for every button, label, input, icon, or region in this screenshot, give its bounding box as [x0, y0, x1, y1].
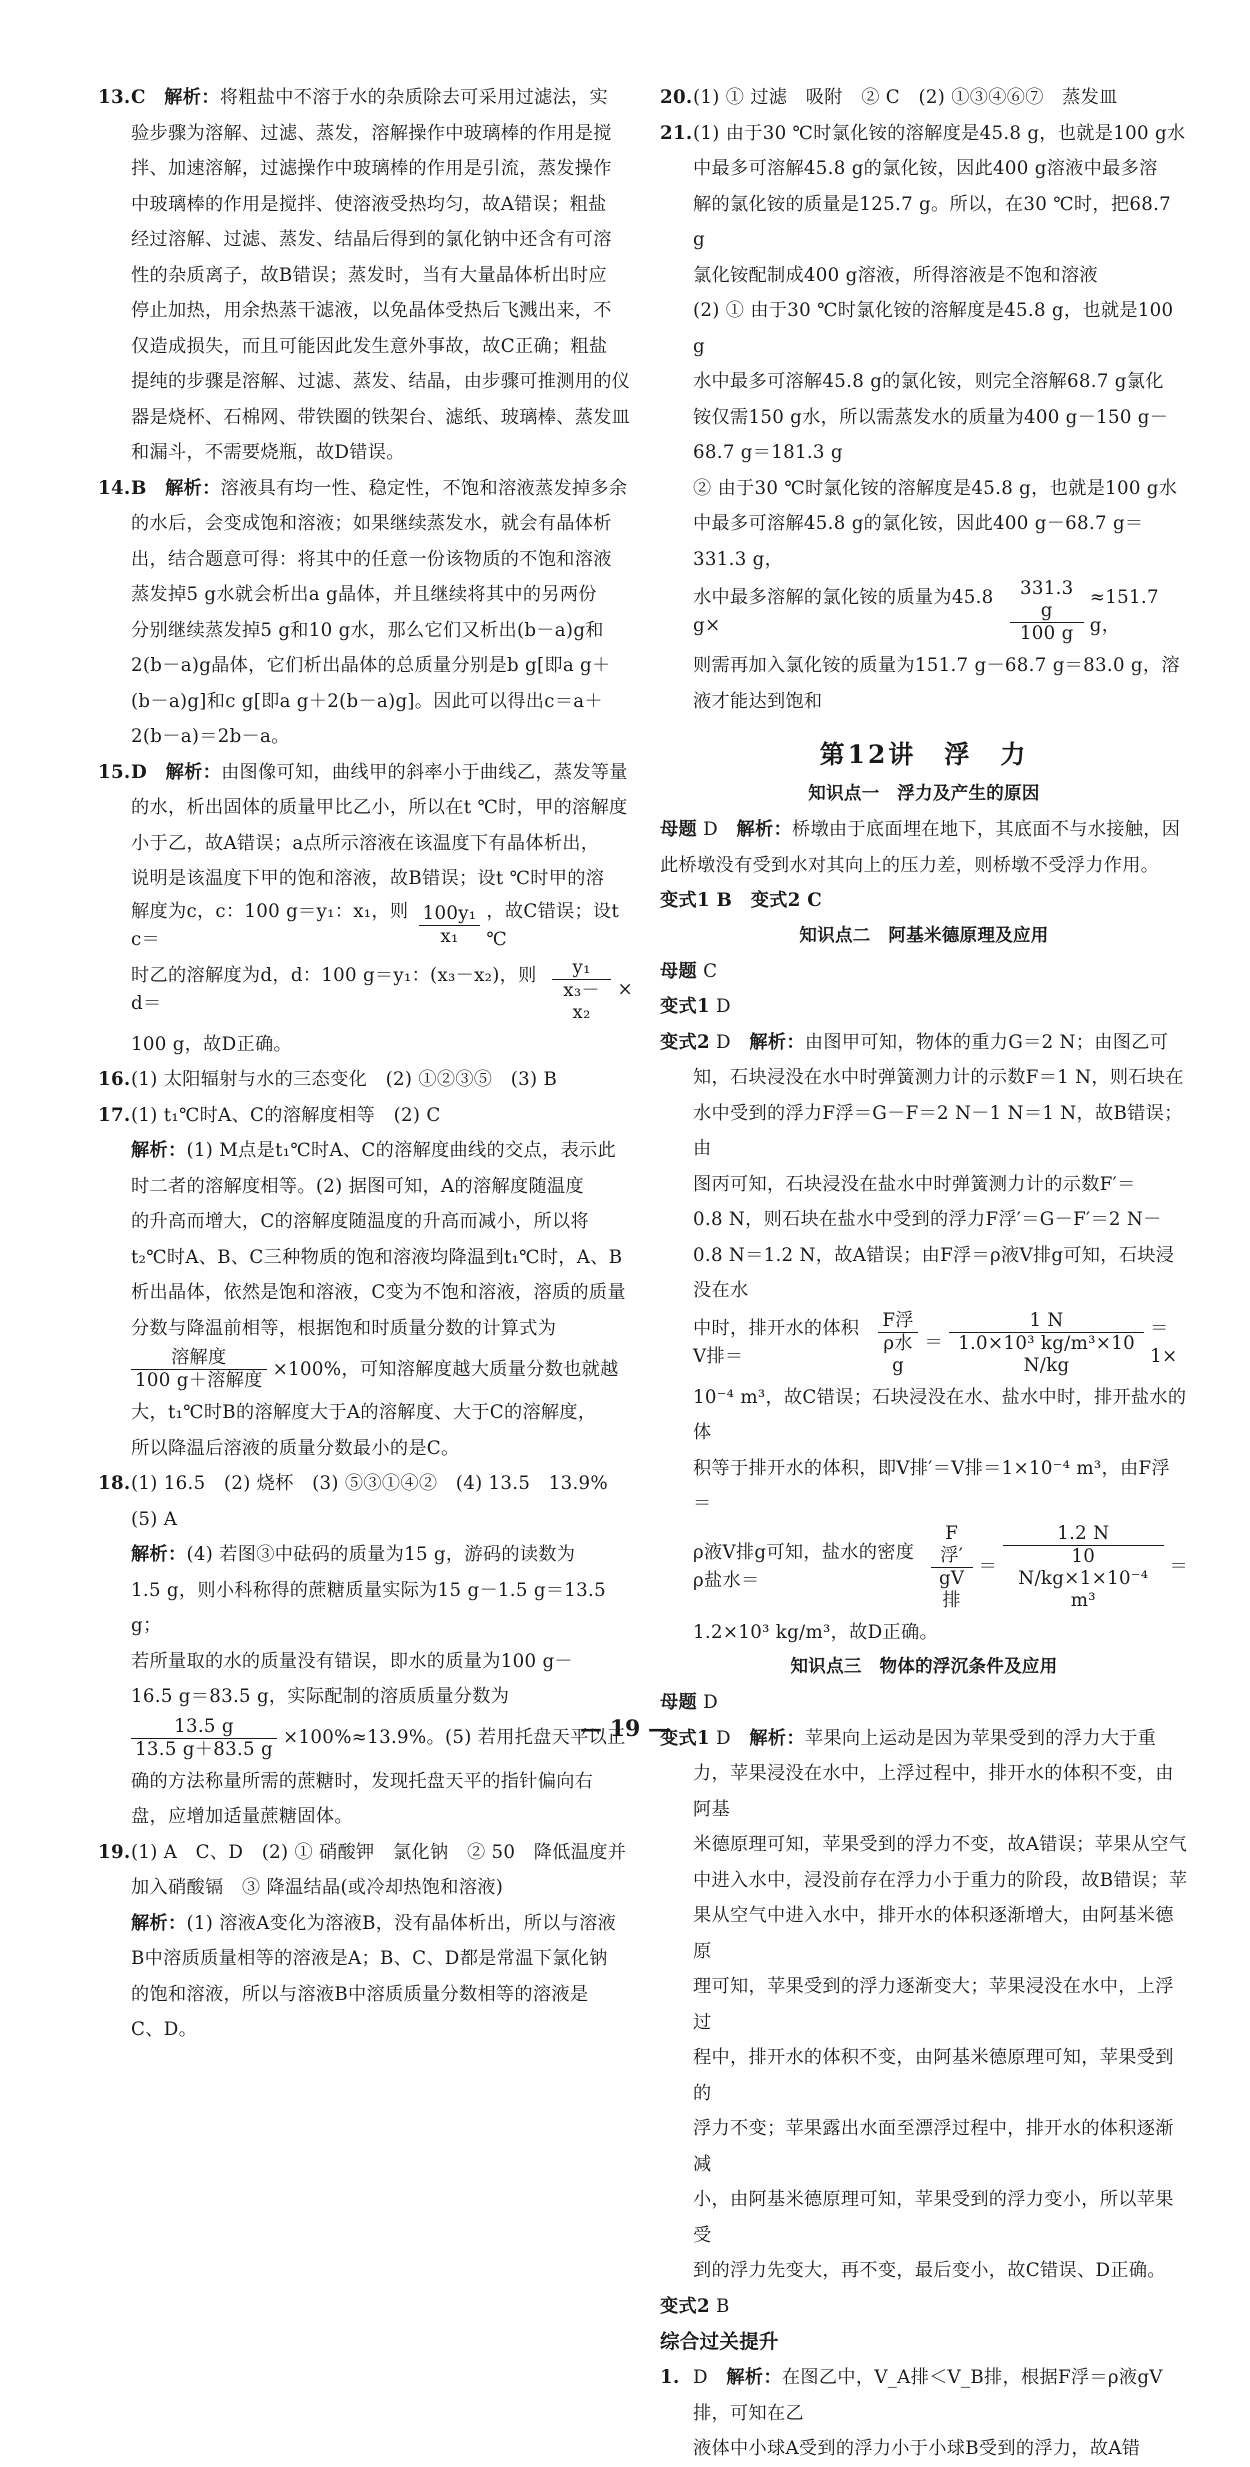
question-15: 15. D 解析：由图像可知，曲线甲的斜率小于曲线乙，蒸发等量 的水，析出固体的质量甲比乙小，所以在t ℃时，甲的溶解度 小于乙，故A错误；a点所示溶液在该温度下有晶体析出， 说明是该温度下甲的饱和溶液，故B错误；设t ℃时甲的溶 解度为c，c：100 g＝y₁：x₁，则c＝ $\frac{\text{100y₁}}{\text{x₁}}$ ，故C错误；设t ℃ 时乙的溶解度为d，d：100 g＝y₁：(x₃－x₂)，则d＝ $\frac{\text{y₁}}{\text{x₃－x₂}}$ × 100 g，故D正确。 [98, 755, 633, 1063]
variant-2: 变式2 D 解析：由图甲可知，物体的重力G＝2 N；由图乙可 [660, 1031, 1169, 1053]
analysis-line: 此桥墩没有受到水对其向上的压力差，则桥墩不受浮力作用。 [660, 854, 1160, 876]
formula-line: $\frac{13.5 g}{13.5 g+83.5 g}$ ×100%≈13.9%。(5) 若用托盘天平以正 [131, 1716, 633, 1761]
question-number: 20. [660, 87, 693, 108]
answer-text: (1) 16.5 (2) 烧杯 (3) ⑤③①④② (4) 13.5 13.9% [131, 1473, 609, 1494]
page-number: — 19 — [580, 1716, 670, 1742]
question-number: 16. [98, 1069, 131, 1090]
analysis-line: 器是烧杯、石棉网、带铁圈的铁架台、滤纸、玻璃棒、蒸发皿 [131, 406, 631, 428]
analysis-line: 停止加热，用余热蒸干滤液，以免晶体受热后飞溅出来，不 [131, 300, 612, 321]
analysis-line: 中玻璃棒的作用是搅拌、使溶液受热均匀，故A错误；粗盐 [131, 193, 607, 215]
answer: B [131, 477, 147, 499]
analysis-line: 氯化铵配制成400 g溶液，所得溶液是不饱和溶液 [693, 264, 1098, 286]
analysis-line: 溶液具有均一性、稳定性，不饱和溶液蒸发掉多余 [220, 477, 628, 499]
question-13: 13. C 解析：将粗盐中不溶于水的杂质除去可采用过滤法，实 验步骤为溶解、过滤、蒸发，溶解操作中玻璃棒的作用是搅 拌、加速溶解，过滤操作中玻璃棒的作用是引流，蒸发操作 中玻璃棒的作用是搅拌、使溶液受热均匀，故A错误；粗盐 经过溶解、过滤、蒸发、结晶后得到的氯化钠中还含有可溶 性的杂质离子，故B错误；蒸发时，当有大量晶体析出时应 停止加热，用余热蒸干滤液，以免晶体受热后飞溅出来，不 仅造成损失，而且可能因此发生意外事故，故C正确；粗盐 提纯的步骤是溶解、过滤、蒸发、结晶，由步骤可推测用的仪 器是烧杯、石棉网、带铁圈的铁架台、滤纸、玻璃棒、蒸发皿 和漏斗，不需要烧瓶，故D错误。 [98, 80, 633, 471]
mother-question: 母题 D [660, 1692, 718, 1713]
formula-line: 解度为c，c：100 g＝y₁：x₁，则c＝ $\frac{\text{100y₁}}{\text{x₁}}$ ，故C错误；设t ℃ [131, 900, 620, 950]
analysis-line: 中进入水中，浸没前存在浮力小于重力的阶段，故B错误；苹 [693, 1869, 1188, 1891]
answer: D [131, 761, 148, 783]
left-column [98, 80, 633, 2048]
analysis-line: 力，苹果浸没在水中，上浮过程中，排开水的体积不变，由阿基 [693, 1763, 1174, 1820]
analysis-line: 的升高而增大，C的溶解度随温度的升高而减小，所以将 [131, 1211, 589, 1232]
analysis-line: 则需再加入氯化铵的质量为151.7 g－68.7 g＝83.0 g，溶 [693, 655, 1180, 676]
question-number: 21. [660, 122, 693, 144]
analysis-line: 若所量取的水的质量没有错误，即水的质量为100 g－ [131, 1650, 573, 1672]
analysis-line: 提纯的步骤是溶解、过滤、蒸发、结晶，由步骤可推测用的仪 [131, 371, 631, 392]
question-19: 19. (1) A C、D (2) ① 硝酸钾 氯化钠 ② 50 降低温度并 加入硝酸镉 ③ 降温结晶(或冷却热饱和溶液) 解析：(1) 溶液A变化为溶液B，没有晶体析出，所以与溶液 B中溶质质量相等的溶液是A；B、C、D都是常温下氯化钠 的饱和溶液，所以与溶液B中溶质质量分数相等的溶液是 C、D。 [98, 1835, 633, 2048]
question-number: 14. [98, 477, 131, 499]
question-1: 1. D 解析：在图乙中，V_A排＜V_B排，根据F浮＝ρ液gV排，可知在乙 液体中小球A受到的浮力小于小球B受到的浮力，故A错 [660, 2360, 1188, 2467]
analysis-line: (1) 溶液A变化为溶液B，没有晶体析出，所以与溶液 [186, 1912, 617, 1934]
analysis-line: 说明是该温度下甲的饱和溶液，故B错误；设t ℃时甲的溶 [131, 868, 605, 889]
analysis-line: 验步骤为溶解、过滤、蒸发，溶解操作中玻璃棒的作用是搅 [131, 122, 612, 144]
analysis-line: 液才能达到饱和 [693, 690, 823, 712]
fraction: $\frac{\text{溶解度}}{\text{100 g＋溶解度}}$ [131, 1347, 267, 1392]
analysis-line: 将粗盐中不溶于水的杂质除去可采用过滤法，实 [219, 87, 609, 108]
analysis-line: 0.8 N＝1.2 N，故A错误；由F浮＝ρ液V排g可知，石块浸没在水 [693, 1244, 1175, 1301]
analysis-line: 的水后，会变成饱和溶液；如果继续蒸发水，就会有晶体析 [131, 513, 612, 534]
analysis-line: 蒸发掉5 g水就会析出a g晶体，并且继续将其中的另两份 [131, 584, 597, 605]
fraction: $\frac{\text{F浮′}}{\text{gV排}}$ [931, 1523, 973, 1612]
question-number: 15. [98, 761, 131, 783]
analysis-line: 性的杂质离子，故B错误；蒸发时，当有大量晶体析出时应 [131, 264, 607, 286]
analysis-line: 水中最多可溶解45.8 g的氯化铵，则完全溶解68.7 g氯化 [693, 371, 1164, 392]
analysis-line: B中溶质质量相等的溶液是A；B、C、D都是常温下氯化钠 [131, 1948, 608, 1969]
lecture-title: 第12讲 浮 力 [819, 740, 1029, 769]
analysis-line: 米德原理可知，苹果受到的浮力不变，故A错误；苹果从空气 [693, 1834, 1188, 1855]
analysis-line: 所以降温后溶液的质量分数最小的是C。 [131, 1437, 460, 1459]
question-number: 1. [660, 2367, 680, 2388]
analysis-line: 铵仅需150 g水，所以需蒸发水的质量为400 g－150 g－ [693, 406, 1169, 428]
analysis-line: 拌、加速溶解，过滤操作中玻璃棒的作用是引流，蒸发操作 [131, 158, 612, 179]
analysis-line: 小于乙，故A错误；a点所示溶液在该温度下有晶体析出， [131, 832, 600, 854]
question-17: 17. (1) t₁℃时A、C的溶解度相等 (2) C 解析：(1) M点是t₁℃时A、C的溶解度曲线的交点，表示此 时二者的溶解度相等。(2) 据图可知，A的溶解度随温度 的升高而增大，C的溶解度随温度的升高而减小，所以将 t₂℃时A、B、C三种物质的饱和溶液均降温到t₁℃时，A、B 析出晶体，依然是饱和溶液，C变为不饱和溶液，溶质的质量 分数与降温前相等，根据饱和时质量分数的计算式为 $\frac{\text{溶解度}}{\text{100 g＋溶解度}}$ ×100%，可知溶解度越大质量分数也就越 大，t₁℃时B的溶解度大于A的溶解度、大于C的溶解度， 所以降温后溶液的质量分数最小的是C。 [98, 1098, 633, 1467]
analysis-line: 经过溶解、过滤、蒸发、结晶后得到的氯化钠中还含有可溶 [131, 229, 612, 250]
analysis-label: 解析 [164, 87, 202, 108]
analysis-line: 程中，排开水的体积不变，由阿基米德原理可知，苹果受到的 [693, 2047, 1174, 2104]
fraction: $\frac{1.2 N}{\text{10 N/kg×1×10⁻⁴ m³}}$ [1003, 1523, 1163, 1612]
question-number: 18. [98, 1473, 131, 1494]
analysis-line: 知，石块浸没在水中时弹簧测力计的示数F＝1 N，则石块在 [693, 1067, 1184, 1088]
analysis-line: 中最多可溶解45.8 g的氯化铵，因此400 g溶液中最多溶 [693, 158, 1158, 179]
formula-line: $\frac{\text{溶解度}}{\text{100 g＋溶解度}}$ ×100%，可知溶解度越大质量分数也就越 [131, 1347, 633, 1392]
analysis-label: 解析 [131, 1140, 168, 1161]
analysis-line: 仅造成损失，而且可能因此发生意外事故，故C正确；粗盐 [131, 335, 608, 357]
analysis-line: 分数与降温前相等，根据饱和时质量分数的计算式为 [131, 1317, 557, 1339]
analysis-line: 水中受到的浮力F浮＝G－F＝2 N－1 N＝1 N，故B错误；由 [693, 1102, 1183, 1159]
question-20 [660, 80, 1188, 116]
analysis-label: 解析 [131, 1544, 168, 1565]
knowledge-point-heading: 知识点二 阿基米德原理及应用 [799, 925, 1049, 946]
variant-2: 变式2 B [660, 2295, 730, 2317]
question-21 [660, 116, 1188, 720]
analysis-line: 由图像可知，曲线甲的斜率小于曲线乙，蒸发等量 [221, 761, 628, 783]
knowledge-point-heading: 知识点一 浮力及产生的原因 [808, 784, 1040, 804]
analysis-line: 理可知，苹果受到的浮力逐渐变大；苹果浸没在水中，上浮过 [693, 1976, 1174, 2033]
analysis-line: 1.2×10³ kg/m³，故D正确。 [693, 1621, 938, 1643]
question-16 [98, 1062, 633, 1098]
analysis-line: 图丙可知，石块浸没在盐水中时弹簧测力计的示数F′＝ [693, 1173, 1136, 1195]
analysis-line: 积等于排开水的体积，即V排′＝V排＝1×10⁻⁴ m³，由F浮＝ [693, 1457, 1170, 1514]
analysis-line: 的水，析出固体的质量甲比乙小，所以在t ℃时，甲的溶解度 [131, 797, 628, 818]
variant-1: 变式1 D [660, 996, 731, 1017]
formula-line: 时乙的溶解度为d，d：100 g＝y₁：(x₃－x₂)，则d＝ $\frac{\text{y₁}}{\text{x₃－x₂}}$ × [131, 956, 633, 1023]
analysis-line: (4) 若图③中砝码的质量为15 g，游码的读数为 [186, 1544, 576, 1565]
knowledge-point-heading: 知识点三 物体的浮沉条件及应用 [790, 1657, 1058, 1677]
right-column [660, 80, 1188, 2467]
answer-text: 加入硝酸镉 ③ 降温结晶(或冷却热饱和溶液) [131, 1877, 504, 1898]
analysis-line: 果从空气中进入水中，排开水的体积逐渐增大，由阿基米德原 [693, 1905, 1174, 1962]
analysis-line: 0.8 N，则石块在盐水中受到的浮力F浮′＝G－F′＝2 N－ [693, 1209, 1162, 1230]
analysis-line: 10⁻⁴ m³，故C错误；石块浸没在水、盐水中时，排开盐水的体 [693, 1386, 1187, 1443]
answer-text: (1) A C、D (2) ① 硝酸钾 氯化钠 ② 50 降低温度并 [131, 1841, 627, 1863]
analysis-line: 确的方法称量所需的蔗糖时，发现托盘天平的指针偏向右 [131, 1770, 594, 1792]
section-heading: 综合过关提升 [660, 2330, 779, 2353]
analysis-line: 和漏斗，不需要烧瓶，故D错误。 [131, 442, 405, 463]
analysis-line: 2(b－a)＝2b－a。 [131, 726, 290, 747]
analysis-line: (1) 由于30 ℃时氯化铵的溶解度是45.8 g，也就是100 g水 [693, 122, 1186, 144]
analysis-line: (2) ① 由于30 ℃时氯化铵的溶解度是45.8 g，也就是100 g [693, 300, 1174, 357]
formula-line: ρ液V排g可知，盐水的密度ρ盐水＝ $\frac{\text{F浮′}}{\text{gV排}}$ ＝ $\frac{1.2 N}{\text{10 N/kg×1×10⁻⁴ m³}}$ ＝ [693, 1522, 1189, 1611]
analysis-line: 盘，应增加适量蔗糖固体。 [131, 1806, 353, 1827]
analysis-line: (b－a)g]和c g[即a g＋2(b－a)g]。因此可以得出c＝a＋ [131, 690, 603, 712]
fraction: $\frac{\text{F浮}}{\text{ρ水g}}$ [878, 1310, 919, 1377]
analysis-line: (1) M点是t₁℃时A、C的溶解度曲线的交点，表示此 [186, 1140, 616, 1161]
formula-line: 水中最多溶解的氯化铵的质量为45.8 g× $\frac{331.3 g}{100 g}$ ≈151.7 g， [693, 578, 1159, 644]
analysis-label: 解析 [165, 761, 203, 783]
analysis-label: 解析 [165, 477, 203, 499]
analysis-line: 出，结合题意可得：将其中的任意一份该物质的不饱和溶液 [131, 548, 612, 570]
fraction: $\frac{\text{100y₁}}{\text{x₁}}$ [419, 903, 481, 948]
question-18: 18. (1) 16.5 (2) 烧杯 (3) ⑤③①④② (4) 13.5 13.9% (5) A 解析：(4) 若图③中砝码的质量为15 g，游码的读数为 1.5 g，则小科称得的蔗糖质量实际为15 g－1.5 g＝13.5 g； 若所量取的水的质量没有错误，即水的质量为100 g－ 16.5 g＝83.5 g，实际配制的溶质质量分数为 $\frac{13.5 g}{13.5 g+83.5 g}$ ×100%≈13.9%。(5) 若用托盘天平以正 确的方法称量所需的蔗糖时，发现托盘天平的指针偏向右 盘，应增加适量蔗糖固体。 [98, 1466, 633, 1835]
answer-text: (1) 太阳辐射与水的三态变化 (2) ①②③⑤ (3) B [131, 1069, 558, 1090]
answer: C [131, 87, 146, 108]
analysis-line: 到的浮力先变大，再不变，最后变小，故C错误、D正确。 [693, 2260, 1166, 2281]
analysis-line: 2(b－a)g晶体，它们析出晶体的总质量分别是b g[即a g＋ [131, 655, 611, 676]
analysis-line: t₂℃时A、B、C三种物质的饱和溶液均降温到t₁℃时，A、B [131, 1246, 623, 1268]
analysis-line: 16.5 g＝83.5 g，实际配制的溶质质量分数为 [131, 1686, 510, 1707]
analysis-label: 解析 [131, 1912, 168, 1934]
variant-1: 变式1 D 解析：苹果向上运动是因为苹果受到的浮力大于重 [660, 1727, 1157, 1749]
mother-question: 母题 C [660, 960, 718, 982]
question-number: 17. [98, 1104, 131, 1126]
question-14: 14. B 解析：溶液具有均一性、稳定性，不饱和溶液蒸发掉多余 的水后，会变成饱和溶液；如果继续蒸发水，就会有晶体析 出，结合题意可得：将其中的任意一份该物质的不饱和溶液 蒸发掉5 g水就会析出a g晶体，并且继续将其中的另两份 分别继续蒸发掉5 g和10 g水，那么它们又析出(b－a)g和 2(b－a)g晶体，它们析出晶体的总质量分别是b g[即a g＋ (b－a)g]和c g[即a g＋2(b－a)g]。因此可以得出c＝a＋ 2(b－a)＝2b－a。 [98, 471, 633, 755]
analysis-line: 大，t₁℃时B的溶解度大于A的溶解度、大于C的溶解度， [131, 1402, 597, 1423]
analysis-line: 100 g，故D正确。 [131, 1033, 292, 1055]
variant-answers: 变式1 B 变式2 C [660, 890, 823, 911]
fraction: $\frac{13.5 g}{13.5 g+83.5 g}$ [131, 1716, 277, 1761]
answer-text: (1) t₁℃时A、C的溶解度相等 (2) C [131, 1104, 441, 1126]
formula-line: 中时，排开水的体积V排＝ $\frac{\text{F浮}}{\text{ρ水g}}$ ＝ $\frac{1 N}{\text{1.0×10³ kg/m³×10 N/kg}}$ ＝1× [693, 1309, 1178, 1376]
question-number: 13. [98, 87, 131, 108]
fraction: $\frac{\text{y₁}}{\text{x₃－x₂}}$ [552, 957, 612, 1024]
mother-question: 母题 D 解析：桥墩由于底面埋在地下，其底面不与水接触，因 [660, 819, 1181, 840]
analysis-line: 68.7 g＝181.3 g [693, 442, 843, 463]
analysis-line: 解的氯化铵的质量是125.7 g。所以，在30 ℃时，把68.7 g [693, 193, 1172, 250]
analysis-line: 浮力不变；苹果露出水面至漂浮过程中，排开水的体积逐渐减 [693, 2118, 1174, 2175]
analysis-line: 中最多可溶解45.8 g的氯化铵，因此400 g－68.7 g＝331.3 g， [693, 513, 1144, 570]
answer-text: (1) ① 过滤 吸附 ② C (2) ①③④⑥⑦ 蒸发皿 [693, 87, 1118, 108]
analysis-line: 时二者的溶解度相等。(2) 据图可知，A的溶解度随温度 [131, 1175, 584, 1197]
fraction: $\frac{1 N}{\text{1.0×10³ kg/m³×10 N/kg}}$ [949, 1310, 1144, 1377]
analysis-line: 液体中小球A受到的浮力小于小球B受到的浮力，故A错 [693, 2438, 1141, 2459]
analysis-line: ② 由于30 ℃时氯化铵的溶解度是45.8 g，也就是100 g水 [693, 477, 1178, 499]
analysis-line: C、D。 [131, 2019, 198, 2040]
analysis-line: 分别继续蒸发掉5 g和10 g水，那么它们又析出(b－a)g和 [131, 619, 604, 641]
fraction: $\frac{331.3 g}{100 g}$ [1010, 578, 1084, 645]
analysis-line: 的饱和溶液，所以与溶液B中溶质质量分数相等的溶液是 [131, 1983, 589, 2005]
question-number: 19. [98, 1841, 131, 1863]
analysis-line: 1.5 g，则小科称得的蔗糖质量实际为15 g－1.5 g＝13.5 g； [131, 1579, 606, 1636]
analysis-line: 析出晶体，依然是饱和溶液，C变为不饱和溶液，溶质的质量 [131, 1282, 626, 1303]
answer-text: (5) A [131, 1508, 178, 1530]
analysis-line: 小，由阿基米德原理可知，苹果受到的浮力变小，所以苹果受 [693, 2189, 1174, 2246]
